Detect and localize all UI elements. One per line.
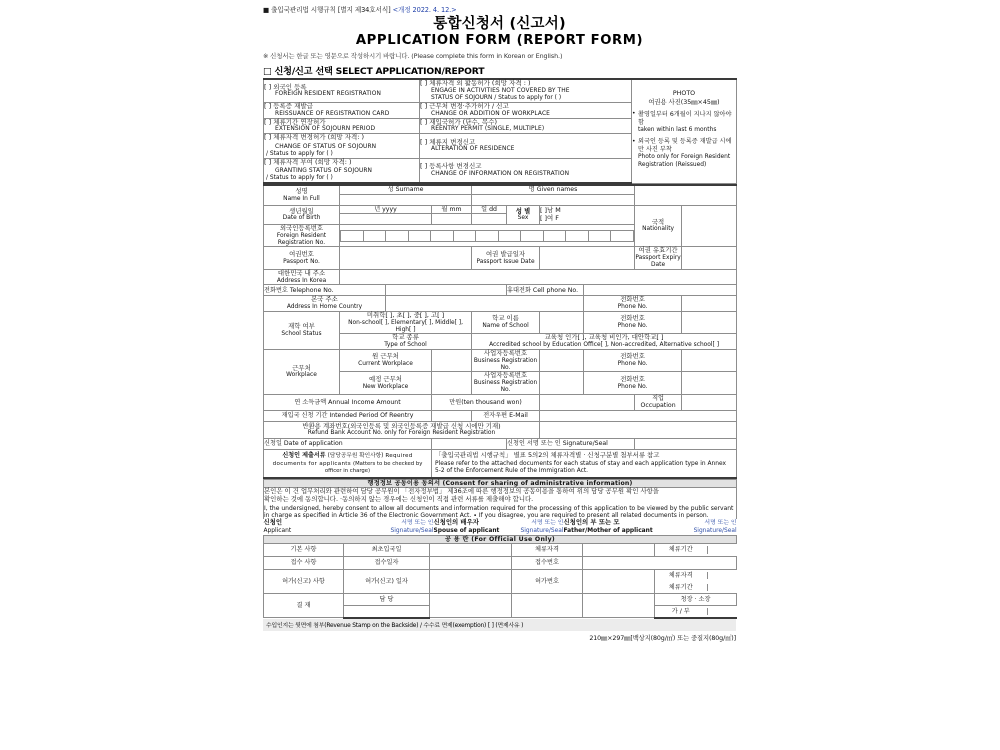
label-ko: 반환용 계좌번호(외국인등록 및 외국인등록증 재발급 신청 시에만 기재) [302, 421, 501, 430]
law-reference-text: ■ 출입국관리법 시행규칙 [별지 제34호서식] [263, 6, 391, 14]
label-en: Address In Korea [276, 277, 327, 284]
signature-seal-parent[interactable] [674, 519, 737, 527]
option-label-ko: [ ] 등록사항 변경신고 [420, 162, 482, 171]
label-foreign-resident-reg-no [264, 225, 340, 247]
reg-no-cell[interactable] [611, 230, 634, 241]
label-applicant-signature: 신청인 서명 또는 인 Signature/Seal [507, 439, 635, 450]
law-reference-line [263, 4, 736, 14]
reg-no-cell[interactable] [453, 230, 476, 241]
select-application-table [263, 78, 737, 184]
official-input-approval-blank[interactable] [512, 594, 583, 618]
signature-seal-spouse[interactable] [504, 519, 564, 527]
input-passport-expiry-date[interactable] [682, 247, 737, 269]
option-reissuance-registration-card[interactable] [264, 102, 420, 118]
label-ko: 사업자등록번호 [483, 371, 528, 380]
signature-seal-applicant[interactable] [324, 519, 434, 527]
school-levels-ko[interactable]: 미취학[ ], 초[ ], 중[ ], 고[ ] [366, 311, 445, 319]
label-ko: 학교 이름 [492, 314, 519, 323]
option-change-status-sojourn[interactable] [264, 134, 420, 159]
signer-label-en: Applicant [263, 527, 292, 534]
option-change-addition-workplace[interactable] [420, 102, 632, 118]
input-email[interactable] [540, 410, 737, 421]
photo-req-en: taken within last 6 months [638, 126, 717, 133]
label-school-type [340, 334, 472, 350]
signature-seal-parent-en [674, 527, 737, 535]
input-address-home-country[interactable] [386, 296, 584, 312]
official-input-receipt-date[interactable] [430, 557, 512, 570]
photo-requirements-list [632, 111, 736, 169]
immigration-application-form [263, 4, 736, 642]
label-en: Sex [517, 215, 529, 222]
official-input-first-entry-date[interactable] [430, 544, 512, 557]
input-new-workplace[interactable] [432, 372, 472, 394]
label-cell-phone-no: 휴대전화 Cell phone No. [507, 285, 584, 296]
label-en: Passport No. [283, 258, 320, 265]
label-ko: 여권 발급일자 [485, 249, 526, 258]
option-label-ko: [ ] 근무처 변경·추가허가 / 신고 [420, 101, 509, 110]
option-label-en2: / Status to apply for ( ) [266, 150, 333, 157]
input-nationality[interactable] [682, 205, 737, 247]
revision-date: <개정 2022. 4. 12.> [392, 6, 457, 14]
photo-requirement-item [632, 138, 736, 169]
official-decision-split [655, 608, 737, 615]
label-ko: 생년월일 [289, 206, 314, 215]
option-label-en: REISSUANCE OF REGISTRATION CARD [275, 110, 390, 117]
signer-label-en: Spouse of applicant [433, 527, 500, 534]
input-school-name[interactable] [540, 312, 584, 334]
signature-label-en: Signature/Seal [520, 527, 564, 534]
official-input-receipt-no[interactable] [583, 557, 737, 570]
official-status-of-stay-2-wrap [655, 570, 737, 582]
page-title-korean: 통합신청서 (신고서) [433, 16, 566, 32]
label-workplace-phone-new [584, 372, 682, 394]
label-en: Phone No. [617, 383, 648, 390]
signer-label-ko: 신청인의 부 또는 모 [563, 518, 620, 526]
label-en: Date of Birth [282, 215, 321, 222]
official-label-status-of-stay: 체류자격 [512, 544, 583, 557]
input-passport-issue-date[interactable] [540, 247, 635, 269]
label-en: Business Registration No. [473, 357, 538, 371]
consent-ko-line2: 확인하는 것에 동의합니다. ·동의하지 않는 경우에는 신청인이 직접 관련 서류를 제출해야 합니다. [264, 494, 534, 503]
official-input-permission-no[interactable] [583, 570, 655, 594]
label-ko: 학교 종류 [392, 333, 419, 342]
official-input-status-of-stay[interactable] [583, 544, 655, 557]
option-label-ko: [ ] 외국인 등록 [264, 82, 307, 91]
consent-en-text: I, the undersigned, hereby consent to allow all documents and information required for the processing of this application to be viewed by the public servant in charge as specified in Article 36 of the Electronic Government Act. ∙ If you disagree, you are required to present all related documents in person. [264, 504, 734, 519]
signer-label-ko: 신청인의 배우자 [433, 518, 479, 526]
official-input-officer-in-charge[interactable] [430, 594, 512, 618]
name-extra-cell[interactable] [635, 185, 737, 205]
label-required-documents [264, 450, 432, 478]
sex-option-male[interactable]: [ ]남 M [540, 206, 561, 215]
label-passport-issue-date [472, 247, 540, 269]
official-input-period-of-stay-2[interactable] [707, 584, 737, 591]
label-sex [507, 205, 540, 224]
signature-label-en: Signature/Seal [693, 527, 737, 534]
official-label-receipt-no: 접수번호 [512, 557, 583, 570]
option-label-ko: [ ] 체류자격 외 활동허가 (희망 자격 : ) [420, 79, 531, 88]
official-period-split [655, 546, 737, 553]
reg-no-cells [340, 230, 634, 242]
option-label-en2: / Status to apply for ( ) [266, 175, 333, 182]
input-telephone-no[interactable] [386, 285, 507, 296]
label-passport-expiry-date [635, 247, 682, 269]
option-label-en: ALTERATION OF RESIDENCE [431, 146, 515, 153]
reg-no-cell[interactable] [521, 230, 544, 241]
label-workplace-phone-current [584, 350, 682, 372]
reg-no-cell[interactable] [476, 230, 499, 241]
option-label-en: CHANGE OR ADDITION OF WORKPLACE [431, 110, 550, 117]
official-label-permission-info: 허가(신고) 사항 [264, 570, 344, 594]
label-ko: 사업자등록번호 [483, 349, 528, 357]
label-current-workplace [340, 350, 432, 372]
official-input-approval-blank-2[interactable] [583, 594, 655, 618]
label-ko-1: 신청인 제출서류 [282, 452, 326, 460]
label-en: School Status [281, 330, 322, 337]
reg-no-cell[interactable] [408, 230, 431, 241]
official-label-period-of-stay-wrap [655, 544, 737, 557]
label-ko: 예정 근무처 [369, 374, 402, 383]
page-title-english: APPLICATION FORM (REPORT FORM) [355, 32, 644, 48]
label-school-phone-no [584, 312, 682, 334]
input-workplace-phone-new[interactable] [682, 372, 737, 394]
reg-no-cell[interactable] [498, 230, 521, 241]
option-label-en: REENTRY PERMIT (SINGLE, MULTIPLE) [431, 126, 545, 133]
label-address-home-country [264, 296, 386, 312]
signature-label-ko: 서명 또는 인 [704, 519, 737, 526]
signer-parent-en [564, 527, 674, 535]
option-label-ko: [ ] 재입국허가 (단수, 복수) [420, 117, 497, 126]
option-label-en: ENGAGE IN ACTIVITIES NOT COVERED BY THE [431, 88, 570, 94]
accreditation-en[interactable]: Accredited school by Education Office[ ], Non-accredited, Alternative school[ ] [489, 342, 719, 349]
official-label-officer-in-charge: 담 당 [344, 594, 430, 606]
input-school-phone-no[interactable] [682, 312, 737, 334]
photo-requirement-item [632, 111, 736, 134]
label-ko: 성 별 [515, 206, 531, 215]
official-input-status-of-stay-2[interactable] [707, 572, 737, 579]
option-label-en: CHANGE OF STATUS OF SOJOURN [275, 143, 377, 150]
official-use-band-title: 공 용 란 (For Official Use Only) [264, 535, 737, 543]
label-school-status [264, 312, 340, 350]
option-label-ko: [ ] 체류자격 부여 (희망 자격: ) [264, 157, 352, 166]
input-biz-reg-no-new[interactable] [540, 372, 584, 394]
photo-req-ko: 촬영일부터 6개월이 지나지 않아야 함 [638, 110, 732, 126]
signer-parent [564, 519, 674, 527]
signature-seal-applicant-en [324, 527, 434, 535]
photo-box[interactable] [632, 79, 737, 183]
label-ko: 여권번호 [289, 249, 314, 258]
option-label-en: FOREIGN RESIDENT REGISTRATION [275, 91, 382, 98]
official-label-approval: 결 재 [264, 594, 344, 618]
reg-no-cell[interactable] [363, 230, 386, 241]
official-label-director: 청장 · 소장 [655, 594, 737, 606]
label-en: Phone No. [617, 304, 648, 311]
label-annual-income: 연 소득금액 Annual Income Amount [264, 394, 432, 410]
signature-label-en: Signature/Seal [390, 527, 434, 534]
label-en: Address In Home Country [286, 304, 363, 311]
official-input-approve-deny[interactable] [707, 608, 737, 615]
official-label-status-of-stay-2: 체류자격 [655, 572, 707, 579]
label-ko: 전화번호 [620, 352, 645, 361]
label-en: Business Registration No. [473, 380, 538, 393]
official-use-table [263, 535, 737, 619]
option-label-ko: [ ] 체류기간 연장허가 [264, 117, 326, 126]
input-date-of-application[interactable] [432, 439, 507, 450]
consent-body [264, 488, 737, 519]
label-given-names: 명 Given names [472, 185, 635, 194]
signer-label-en: Father/Mother of applicant [563, 527, 653, 534]
signer-applicant [264, 519, 324, 527]
label-ko: 성명 [295, 187, 308, 196]
option-alteration-of-residence[interactable] [420, 134, 632, 159]
label-surname: 성 Surname [340, 185, 472, 194]
option-foreign-resident-registration[interactable] [264, 79, 420, 102]
option-label-en: EXTENSION OF SOJOURN PERIOD [275, 126, 376, 133]
official-label-period-of-stay: 체류기간 [655, 546, 707, 553]
signer-label-ko: 신청인 [263, 518, 283, 526]
label-passport-no [264, 247, 340, 269]
reg-no-cell[interactable] [341, 230, 364, 241]
option-reentry-permit[interactable] [420, 118, 632, 134]
official-label-receipt-info: 접수 사항 [264, 557, 344, 570]
section-heading-select-application: □ 신청/신고 선택 SELECT APPLICATION/REPORT [263, 65, 485, 77]
input-birth-year[interactable] [340, 214, 432, 225]
input-annual-income[interactable] [540, 394, 635, 410]
label-en: Nationality [642, 226, 675, 233]
label-en: Refund Bank Account No. only for Foreign Resident Registration [307, 430, 496, 437]
input-address-in-korea[interactable] [340, 269, 737, 285]
school-level-options[interactable] [340, 312, 472, 334]
input-passport-no[interactable] [340, 247, 472, 269]
label-new-workplace [340, 372, 432, 394]
input-intended-period-reentry[interactable] [432, 410, 472, 421]
label-school-name [472, 312, 540, 334]
label-birth-year: 년 yyyy [340, 205, 432, 213]
label-ko: 재학 여부 [288, 322, 315, 331]
reg-no-cell[interactable] [566, 230, 589, 241]
label-intended-period-reentry: 재입국 신청 기간 Intended Period Of Reentry [264, 410, 432, 421]
official-label-basic-info: 기본 사항 [264, 544, 344, 557]
label-refund-bank-account [264, 421, 540, 439]
input-birth-day[interactable] [472, 214, 507, 225]
label-birth-day: 일 dd [472, 205, 507, 213]
official-label-approve-deny: 가 / 부 [655, 608, 707, 615]
input-surname[interactable] [340, 194, 472, 205]
label-en: Phone No. [617, 361, 648, 368]
school-levels-en[interactable]: Non-school[ ], Elementary[ ], Middle[ ], High[ ] [348, 319, 463, 333]
input-occupation[interactable] [682, 394, 737, 410]
label-en: Current Workplace [358, 361, 413, 368]
personal-details-table [263, 184, 737, 478]
official-label-period-of-stay-2: 체류기간 [655, 584, 707, 591]
label-email: 전자우편 E-Mail [472, 410, 540, 421]
label-en: Name In Full [283, 195, 320, 202]
option-granting-status-sojourn[interactable] [264, 158, 420, 183]
photo-title-ko: 여권용 사진(35㎜×45㎜) [648, 98, 720, 106]
reg-no-cell[interactable] [588, 230, 611, 241]
input-foreign-resident-reg-no[interactable] [340, 225, 635, 247]
required-docs-ko: 「출입국관리법 시행규칙」 별표 5의2의 체류자격별 · 신청구분별 첨부서류 참고 [435, 451, 660, 460]
input-refund-bank-account[interactable] [540, 421, 737, 439]
label-en: Workplace [286, 372, 317, 379]
signature-label-ko: 서명 또는 인 [531, 519, 564, 526]
form-language-note: ※ 신청서는 한글 또는 영문으로 작성하시기 바랍니다. (Please complete this form in Korean or English.) [263, 51, 563, 60]
label-ko: 근무처 [292, 363, 311, 372]
label-biz-reg-no-new [472, 372, 540, 394]
input-birth-month[interactable] [432, 214, 472, 225]
label-home-phone-no [584, 296, 682, 312]
label-en: New Workplace [362, 383, 409, 390]
label-ko: 전화번호 [620, 374, 645, 383]
input-biz-reg-no-current[interactable] [540, 350, 584, 372]
label-ko: 외국인등록번호 [279, 224, 324, 232]
label-ko: 전화번호 [620, 314, 645, 323]
label-en: Name of School [482, 323, 529, 330]
official-input-permission-date[interactable] [430, 570, 512, 594]
official-input-period-of-stay[interactable] [707, 546, 737, 553]
label-date-of-birth [264, 205, 340, 224]
input-applicant-signature[interactable] [635, 439, 737, 450]
label-en: Passport Expiry Date [635, 255, 681, 268]
sex-option-female[interactable]: [ ]여 F [540, 213, 559, 222]
official-period-split-2 [655, 584, 737, 591]
label-ko: 대한민국 내 주소 [277, 268, 326, 277]
paper-specification: 210㎜×297㎜[백상지(80g/㎡) 또는 중질지(80g/㎡)] [589, 635, 736, 643]
label-nationality [635, 205, 682, 247]
input-given-names[interactable] [472, 194, 635, 205]
signer-spouse [434, 519, 504, 527]
official-status-split [655, 572, 737, 579]
label-en-1: Required documents for applicants [272, 453, 413, 467]
option-extension-sojourn-period[interactable] [264, 118, 420, 134]
label-en: Type of School [384, 342, 427, 349]
accreditation-ko[interactable]: 교육청 인가[ ], 교육청 비인가, 대안학교[ ] [544, 333, 664, 342]
reg-no-cell[interactable] [386, 230, 409, 241]
consent-ko-line1: 본인은 이 건 업무처리와 관련하여 담당 공무원이 「전자정부법」 제36조에 따른 행정정보의 공동이용을 통하여 위의 담당 공무원 확인 사항을 [264, 487, 659, 496]
label-ko: 원 근무처 [372, 352, 399, 361]
option-change-info-registration[interactable] [420, 158, 632, 183]
label-en: Passport Issue Date [476, 258, 535, 265]
label-workplace [264, 350, 340, 395]
label-ko: 본국 주소 [311, 295, 338, 304]
revenue-stamp-line: 수입인지는 뒷면에 첨부(Revenue Stamp on the Backside) / 수수료 면제(exemption) [ ] (면제사유 ) [263, 619, 736, 631]
label-ko: 전화번호 [620, 295, 645, 304]
official-label-permission-date: 허가(신고) 일자 [344, 570, 430, 594]
label-telephone-no: 전화번호 Telephone No. [264, 285, 386, 296]
option-label-en: CHANGE OF INFORMATION ON REGISTRATION [431, 170, 570, 177]
label-address-in-korea [264, 269, 340, 285]
label-en: Phone No. [617, 323, 648, 330]
label-birth-month: 월 mm [432, 205, 472, 213]
signer-spouse-en [434, 527, 504, 535]
sex-options[interactable] [540, 205, 635, 224]
official-approval-decision-wrap [655, 606, 737, 618]
official-label-receipt-date: 접수일자 [344, 557, 430, 570]
label-ko-2: (담당공무원 확인사항) [327, 453, 384, 460]
reg-no-cell[interactable] [543, 230, 566, 241]
photo-req-ko: 외국인 등록 및 등록증 재발급 시에만 사진 부착 [638, 138, 732, 154]
option-label-ko: [ ] 체류지 변경신고 [420, 137, 476, 146]
required-docs-en: Please refer to the attached documents for each status of stay and each application type in Annex 5-2 of the Enforcement Rule of the Immigration Act. [435, 460, 727, 474]
label-en-2: (Matters to be checked by officer in charge) [324, 460, 423, 475]
option-label-en2: STATUS OF SOJOURN / Status to apply for ( ) [431, 94, 562, 101]
input-workplace-phone-current[interactable] [682, 350, 737, 372]
label-name-in-full [264, 185, 340, 205]
official-period-of-stay-2-wrap [655, 582, 737, 594]
option-label-ko: [ ] 체류자격 변경허가 (희망 자격: ) [264, 133, 365, 142]
photo-title-en: PHOTO [672, 90, 696, 98]
input-cell-phone-no[interactable] [584, 285, 737, 296]
official-label-permission-no: 허가번호 [512, 570, 583, 594]
label-date-of-application: 신청일 Date of application [264, 439, 432, 450]
input-home-phone-no[interactable] [682, 296, 737, 312]
required-documents-body [432, 450, 737, 478]
input-current-workplace[interactable] [432, 350, 472, 372]
label-occupation: 직업 Occupation [635, 394, 682, 410]
signature-label-ko: 서명 또는 인 [401, 519, 434, 526]
official-label-first-entry-date: 최초입국일 [344, 544, 430, 557]
consent-band-title: 행정정보 공동이용 동의서 (Consent for sharing of administrative information) [264, 479, 737, 487]
school-accreditation-options[interactable] [472, 334, 737, 350]
label-biz-reg-no-current [472, 350, 540, 372]
official-input-officer-sign[interactable] [344, 606, 430, 618]
signature-seal-spouse-en [504, 527, 564, 535]
consent-table [263, 479, 737, 535]
option-label-en: GRANTING STATUS OF SOJOURN [275, 168, 373, 175]
label-income-unit[interactable]: 만원(ten thousand won) [432, 394, 540, 410]
photo-req-en: Photo only for Foreign Resident Registration (Reissued) [638, 154, 731, 168]
signer-applicant-en [264, 527, 324, 535]
label-ko: 여권 유효기간 [638, 246, 678, 255]
reg-no-cell[interactable] [431, 230, 454, 241]
option-label-ko: [ ] 등록증 재발급 [264, 101, 313, 110]
option-activities-not-covered[interactable] [420, 79, 632, 102]
label-en: Foreign Resident Registration No. [276, 232, 327, 246]
label-ko: 국적 [651, 217, 665, 226]
